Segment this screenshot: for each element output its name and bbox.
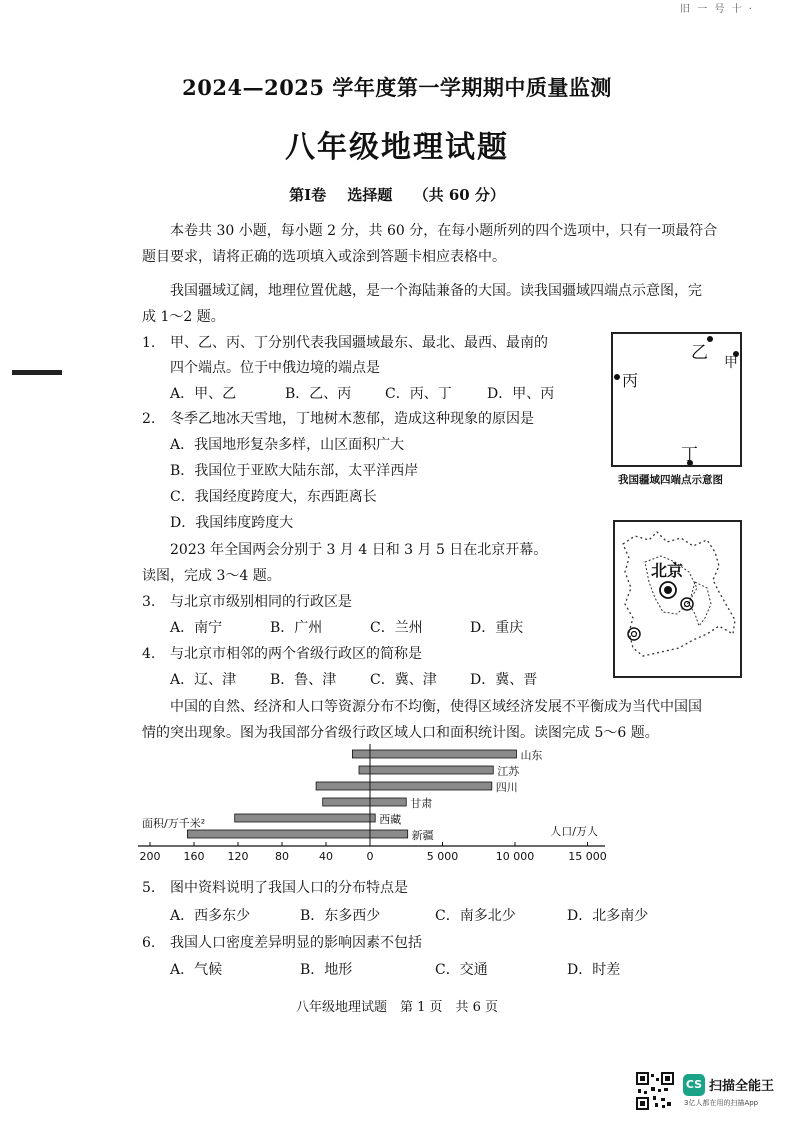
shijiazhuang-city-icon bbox=[628, 628, 640, 640]
area-tick-label-3: 80 bbox=[275, 850, 289, 863]
population-bar-0 bbox=[370, 750, 516, 758]
section-part: 第Ⅰ卷 bbox=[289, 186, 327, 204]
category-label-5: 新疆 bbox=[411, 829, 434, 842]
q6-option-d[interactable]: D．时差 bbox=[567, 962, 621, 978]
section-score: （共 60 分） bbox=[413, 186, 505, 204]
area-axis-label: 面积/万千米² bbox=[142, 817, 206, 830]
instructions-line-2: 题目要求，请将正确的选项填入或涂到答题卡相应表格中。 bbox=[142, 249, 506, 265]
q5-option-c[interactable]: C．南多北少 bbox=[435, 908, 516, 924]
population-axis-label: 人口/万人 bbox=[550, 825, 598, 838]
area-tick-label-1: 160 bbox=[183, 850, 205, 863]
q1-text-line-2: 四个端点。位于中俄边境的端点是 bbox=[170, 360, 380, 376]
category-label-2: 四川 bbox=[495, 781, 518, 794]
intro-1-line-1: 我国疆域辽阔，地理位置优越，是一个海陆兼备的大国。读我国疆域四端点示意图，完 bbox=[170, 283, 702, 299]
area-bar-5 bbox=[187, 830, 370, 838]
q3-option-a[interactable]: A．南宁 bbox=[170, 620, 223, 636]
point-bing-label: 丙 bbox=[622, 371, 639, 390]
category-label-0: 山东 bbox=[520, 749, 543, 762]
population-bar-4 bbox=[370, 814, 375, 822]
area-bar-2 bbox=[316, 782, 370, 790]
q5-options bbox=[170, 904, 648, 928]
q1-option-a[interactable]: A．甲、乙 bbox=[170, 386, 237, 402]
q6-options bbox=[170, 958, 620, 982]
corner-marks: 旧 一 号 十 · bbox=[680, 4, 754, 15]
q5-option-b[interactable]: B．东多西少 bbox=[300, 908, 381, 924]
q1-option-d[interactable]: D．甲、丙 bbox=[487, 386, 555, 402]
area-bar-1 bbox=[359, 766, 370, 774]
q2-option-b[interactable]: B．我国位于亚欧大陆东部，太平洋西岸 bbox=[170, 463, 419, 479]
q4-option-a[interactable]: A．辽、津 bbox=[170, 672, 237, 688]
point-yi-label: 乙 bbox=[691, 343, 708, 363]
population-bar-5 bbox=[370, 830, 408, 838]
population-area-chart bbox=[130, 740, 610, 865]
q6-number: 6. bbox=[142, 935, 156, 951]
population-tick-label-1: 10 000 bbox=[495, 850, 535, 863]
q4-number: 4. bbox=[142, 646, 156, 662]
paper-title: 八年级地理试题 bbox=[285, 130, 509, 165]
page-footer: 八年级地理试题 第 1 页 共 6 页 bbox=[295, 1000, 499, 1015]
q5-option-d[interactable]: D．北多南少 bbox=[567, 908, 649, 924]
q1-number: 1. bbox=[142, 335, 156, 351]
binding-mark bbox=[12, 370, 62, 375]
q2-text: 冬季乙地冰天雪地，丁地树木葱郁，造成这种现象的原因是 bbox=[170, 411, 534, 427]
category-label-4: 西藏 bbox=[379, 813, 402, 826]
q1-option-b[interactable]: B．乙、丙 bbox=[285, 386, 352, 402]
category-label-3: 甘肃 bbox=[410, 797, 433, 810]
point-ding-label: 丁 bbox=[681, 445, 698, 465]
intro-2-line-2: 读图，完成 3～4 题。 bbox=[142, 568, 281, 584]
q3-text: 与北京市级别相同的行政区是 bbox=[170, 594, 352, 610]
q3-option-c[interactable]: C．兰州 bbox=[370, 620, 423, 636]
population-bar-1 bbox=[370, 766, 493, 774]
category-label-1: 江苏 bbox=[497, 765, 520, 778]
intro-1-line-2: 成 1～2 题。 bbox=[142, 309, 225, 325]
q5-option-a[interactable]: A．西多东少 bbox=[170, 908, 251, 924]
point-jia-label: 甲 bbox=[724, 355, 738, 371]
beijing-map-svg bbox=[615, 522, 740, 676]
area-tick-label-4: 40 bbox=[319, 850, 333, 863]
exam-title: 2024—2025 学年度第一学期期中质量监测 bbox=[182, 75, 612, 100]
area-bar-0 bbox=[352, 750, 370, 758]
q2-option-c[interactable]: C．我国经度跨度大，东西距离长 bbox=[170, 489, 377, 505]
q1-option-c[interactable]: C．丙、丁 bbox=[385, 386, 452, 402]
q4-option-c[interactable]: C．冀、津 bbox=[370, 672, 437, 688]
q6-option-c[interactable]: C．交通 bbox=[435, 962, 488, 978]
tianjin-city-icon bbox=[681, 598, 693, 610]
q4-options bbox=[170, 668, 537, 692]
point-bing-dot bbox=[614, 374, 620, 380]
instructions-line-1: 本卷共 30 小题，每小题 2 分，共 60 分，在每小题所列的四个选项中，只有一项最符合 bbox=[170, 223, 718, 239]
q6-option-a[interactable]: A．气候 bbox=[170, 962, 223, 978]
section-type: 选择题 bbox=[347, 186, 393, 204]
section-title bbox=[0, 184, 794, 205]
beijing-map-figure bbox=[613, 520, 742, 678]
q4-text: 与北京市相邻的两个省级行政区的简称是 bbox=[170, 646, 422, 662]
q1-options bbox=[170, 382, 554, 406]
q2-number: 2. bbox=[142, 411, 156, 427]
endpoints-dots bbox=[613, 334, 740, 465]
q2-option-a[interactable]: A．我国地形复杂多样，山区面积广大 bbox=[170, 437, 405, 453]
q4-option-d[interactable]: D．冀、晋 bbox=[470, 672, 538, 688]
q5-number: 5. bbox=[142, 880, 156, 896]
q6-text: 我国人口密度差异明显的影响因素不包括 bbox=[170, 935, 422, 951]
q6-option-b[interactable]: B．地形 bbox=[300, 962, 353, 978]
area-tick-label-2: 120 bbox=[227, 850, 249, 863]
population-bar-2 bbox=[370, 782, 492, 790]
beijing-label: 北京 bbox=[651, 561, 684, 580]
camscanner-name: 扫描全能王 bbox=[709, 1079, 775, 1094]
camscanner-logo-icon: CS bbox=[683, 1074, 705, 1096]
qr-code-icon bbox=[636, 1072, 674, 1110]
camscanner-tagline: 3亿人都在用的扫描App bbox=[684, 1099, 759, 1107]
q3-options bbox=[170, 616, 523, 640]
intro-3-line-1: 中国的自然、经济和人口等资源分布不均衡，使得区域经济发展不平衡成为当代中国国 bbox=[170, 699, 702, 715]
q3-option-d[interactable]: D．重庆 bbox=[470, 620, 524, 636]
q5-text: 图中资料说明了我国人口的分布特点是 bbox=[170, 880, 408, 896]
border-endpoints-figure bbox=[611, 332, 742, 467]
area-bar-4 bbox=[235, 814, 370, 822]
area-bar-3 bbox=[323, 798, 370, 806]
intro-2-line-1: 2023 年全国两会分别于 3 月 4 日和 3 月 5 日在北京开幕。 bbox=[170, 542, 548, 558]
figure-1-caption: 我国疆域四端点示意图 bbox=[618, 474, 723, 486]
population-bar-3 bbox=[370, 798, 406, 806]
q3-number: 3. bbox=[142, 594, 156, 610]
intro-3-line-2: 情的突出现象。图为我国部分省级行政区域人口和面积统计图。读图完成 5～6 题。 bbox=[142, 725, 659, 741]
population-tick-label-0: 5 000 bbox=[426, 850, 459, 863]
area-tick-label-5: 0 bbox=[366, 850, 374, 863]
area-tick-label-0: 200 bbox=[139, 850, 161, 863]
population-tick-label-2: 15 000 bbox=[568, 850, 607, 863]
q2-option-d[interactable]: D．我国纬度跨度大 bbox=[170, 515, 294, 531]
q1-text-line-1: 甲、乙、丙、丁分别代表我国疆域最东、最北、最西、最南的 bbox=[170, 335, 548, 351]
q3-option-b[interactable]: B．广州 bbox=[270, 620, 323, 636]
q4-option-b[interactable]: B．鲁、津 bbox=[270, 672, 337, 688]
